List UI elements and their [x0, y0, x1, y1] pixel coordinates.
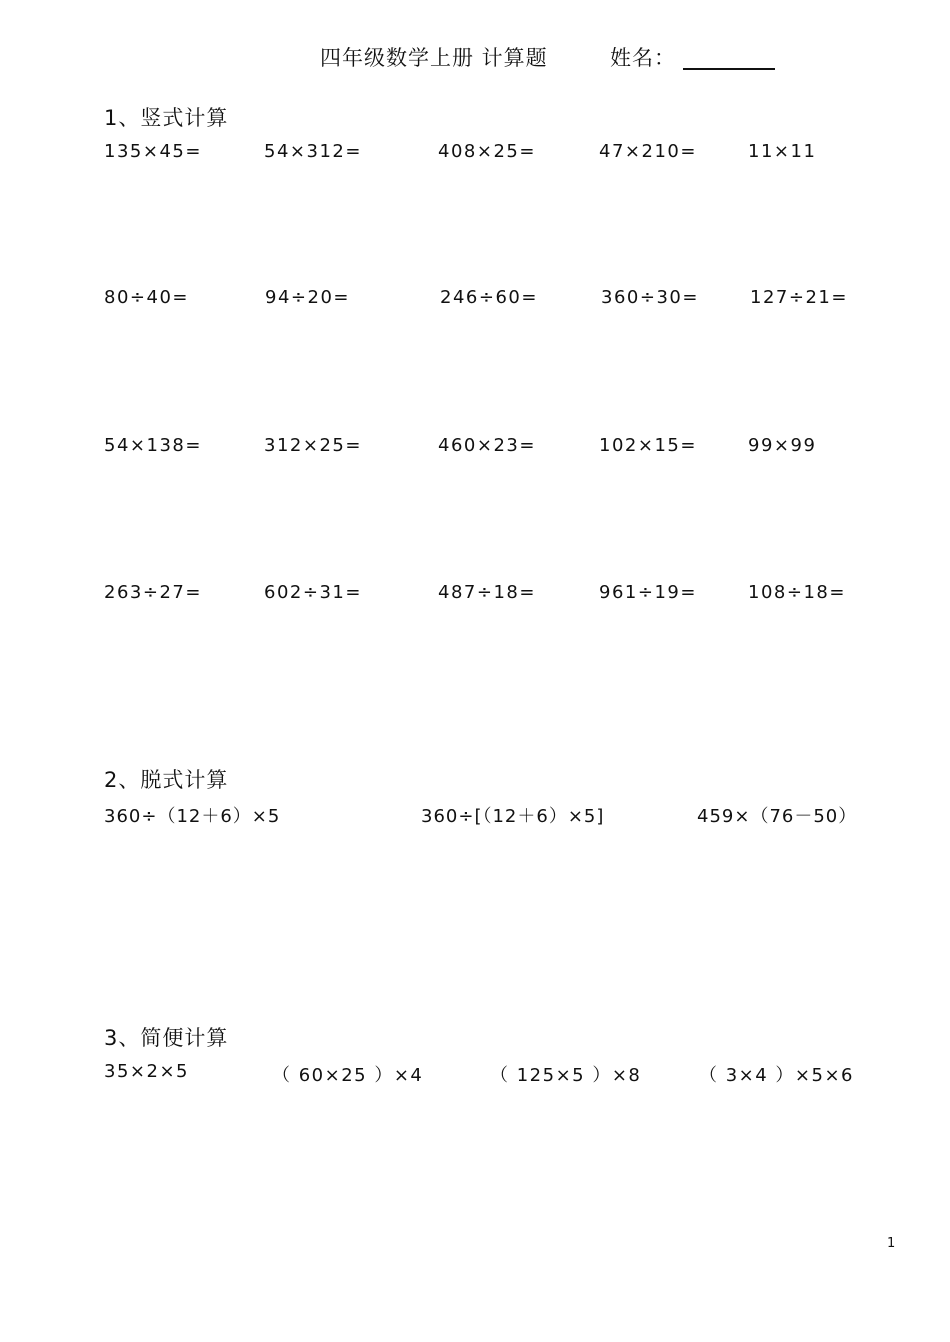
problem: 360÷[（12＋6）×5] — [421, 806, 605, 827]
problem: 360÷（12＋6）×5 — [104, 806, 281, 827]
section-title-vertical-calc: 1、竖式计算 — [104, 106, 229, 130]
problem: 408×25= — [438, 141, 536, 162]
problem: 135×45= — [104, 141, 202, 162]
problem: 460×23= — [438, 435, 536, 456]
problem: 459×（76－50） — [697, 806, 858, 827]
problem: （ 3×4 ）×5×6 — [699, 1065, 854, 1086]
problem: 961÷19= — [599, 582, 697, 603]
problem: （ 60×25 ）×4 — [272, 1065, 424, 1086]
name-blank-line[interactable] — [683, 68, 775, 70]
problem: 80÷40= — [104, 287, 189, 308]
name-label: 姓名： — [610, 46, 676, 70]
problem: 99×99 — [748, 435, 817, 456]
problem: 487÷18= — [438, 582, 536, 603]
problem: 35×2×5 — [104, 1061, 189, 1082]
problem: 602÷31= — [264, 582, 362, 603]
section-title-step-calc: 2、脱式计算 — [104, 768, 229, 792]
problem: 108÷18= — [748, 582, 846, 603]
problem: 246÷60= — [440, 287, 538, 308]
problem: 11×11 — [748, 141, 817, 162]
problem: 54×312= — [264, 141, 362, 162]
problem: 54×138= — [104, 435, 202, 456]
problem: 312×25= — [264, 435, 362, 456]
problem: 102×15= — [599, 435, 697, 456]
page-number: 1 — [887, 1236, 896, 1251]
problem: 47×210= — [599, 141, 697, 162]
problem: 94÷20= — [265, 287, 350, 308]
section-title-simplified-calc: 3、简便计算 — [104, 1026, 229, 1050]
problem: （ 125×5 ）×8 — [490, 1065, 642, 1086]
problem: 263÷27= — [104, 582, 202, 603]
worksheet-title: 四年级数学上册 计算题 — [320, 46, 548, 70]
problem: 360÷30= — [601, 287, 699, 308]
problem: 127÷21= — [750, 287, 848, 308]
